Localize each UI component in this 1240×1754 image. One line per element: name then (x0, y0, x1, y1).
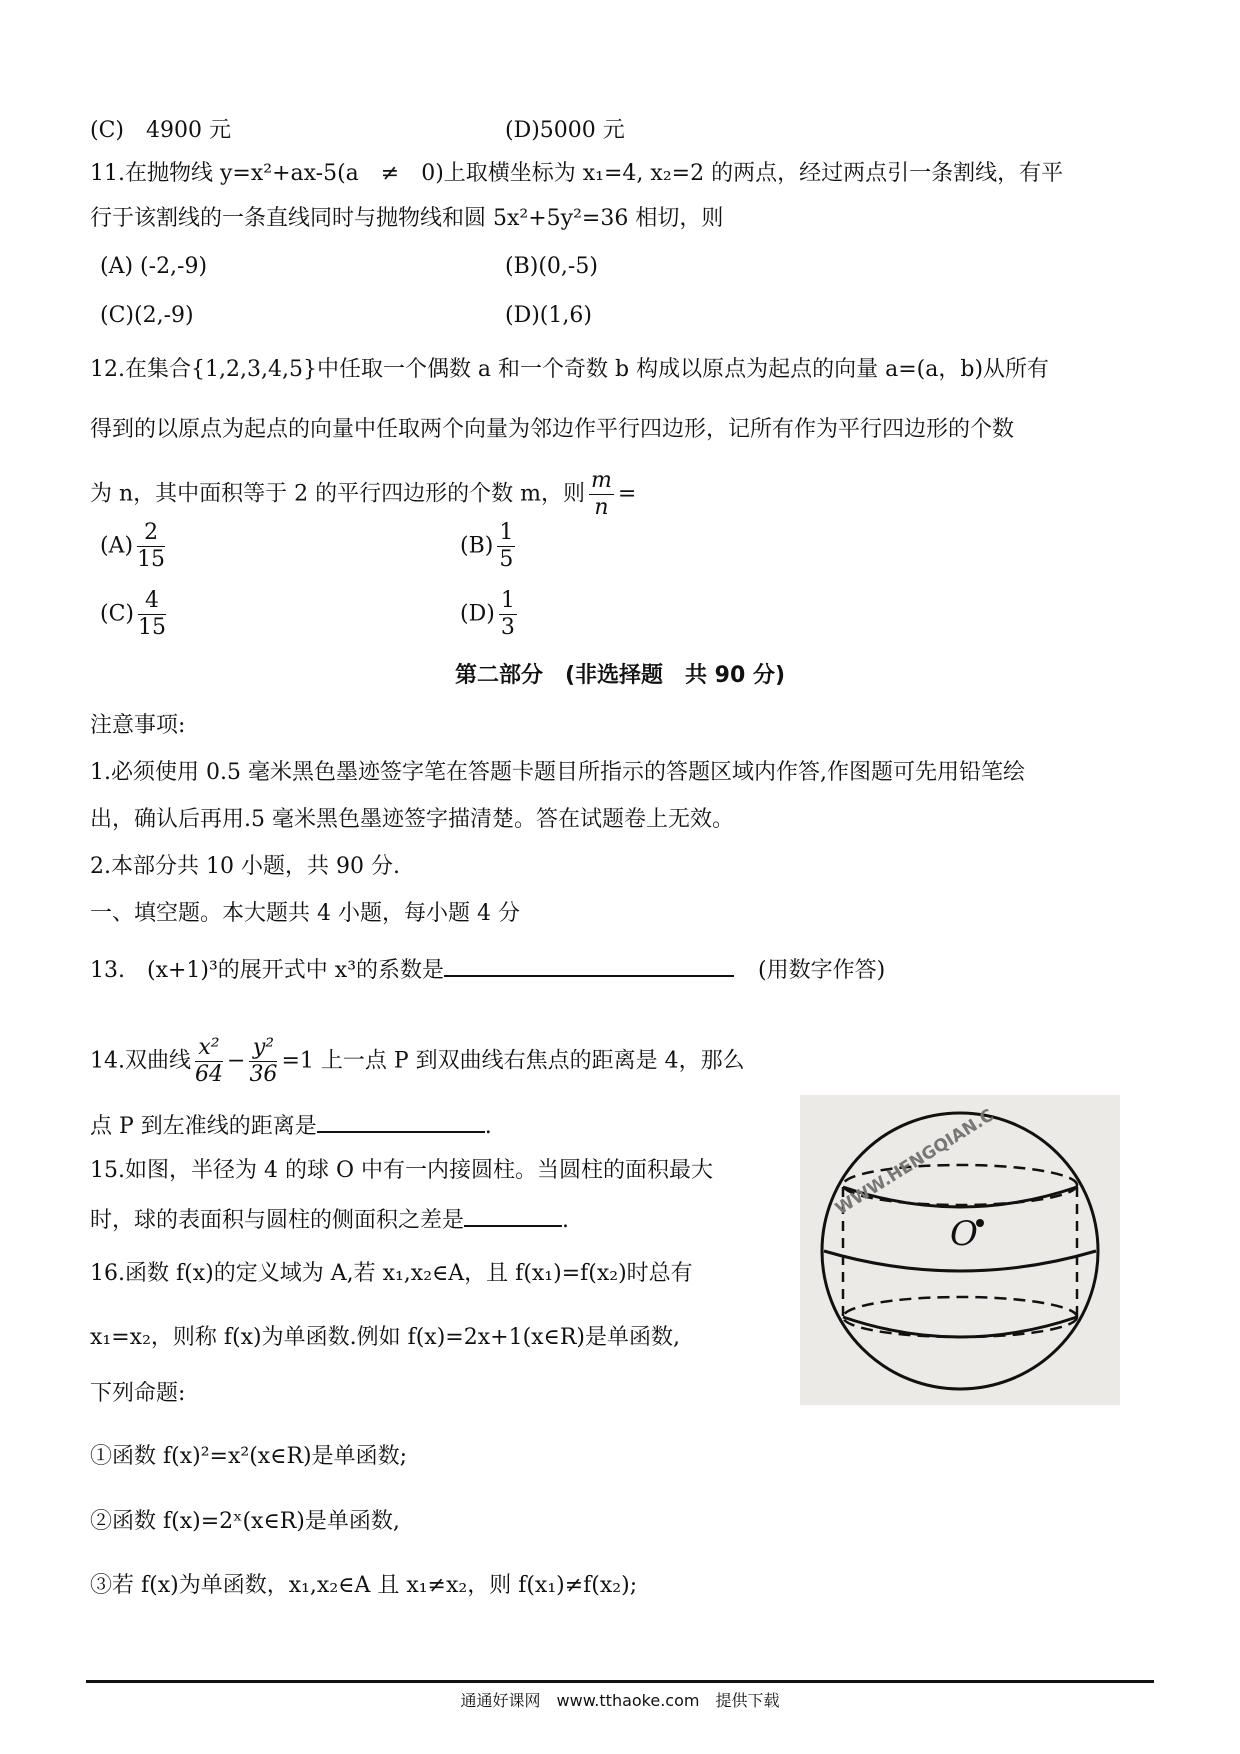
q15-answer-blank[interactable] (464, 1203, 562, 1227)
q14-fraction-x (195, 1035, 223, 1088)
sphere-diagram (800, 1095, 1120, 1405)
sphere-equator (824, 1251, 1096, 1271)
q12-option-c-num: 4 (138, 588, 166, 615)
q15-line1: 15.如图，半径为 4 的球 O 中有一内接圆柱。当圆柱的面积最大 (90, 1158, 713, 1183)
q12-ratio-eq: = (617, 481, 637, 507)
q12-line3-text: 为 n，其中面积等于 2 的平行四边形的个数 m，则 (90, 481, 586, 507)
q12-option-b-label: (B) (460, 533, 494, 559)
q12-line3 (90, 468, 636, 521)
section-fill-in: 一、填空题。本大题共 4 小题，每小题 4 分 (90, 901, 520, 926)
q12-option-a-fraction (137, 520, 165, 573)
q12-option-b (460, 520, 519, 573)
q12-option-d-den: 3 (500, 615, 515, 640)
q14-den-y: 36 (249, 1062, 278, 1087)
q15-line2-suffix: . (562, 1208, 570, 1233)
q11-option-b: (B)(0,-5) (505, 254, 598, 279)
notice-2: 2.本部分共 10 小题，共 90 分. (90, 854, 400, 879)
q12-option-c (100, 588, 170, 641)
q12-option-d (460, 588, 521, 641)
q12-option-b-fraction (497, 520, 515, 573)
q12-option-c-label: (C) (100, 601, 134, 627)
q10-option-c: (C) 4900 元 (90, 118, 231, 143)
q12-option-d-num: 1 (500, 588, 515, 613)
q14-rest: =1 上一点 P 到双曲线右焦点的距离是 4，那么 (281, 1048, 745, 1074)
q15-line2-prefix: 时，球的表面积与圆柱的侧面积之差是 (90, 1208, 465, 1233)
q12-ratio-num: m (591, 468, 612, 493)
q12-option-a-label: (A) (100, 533, 134, 559)
q12-option-d-label: (D) (460, 601, 495, 627)
notice-title: 注意事项: (90, 713, 186, 738)
q11-line1: 11.在抛物线 y=x²+ax-5(a ≠ 0)上取横坐标为 x₁=4, x₂=2 的两点，经过两点引一条割线，有平 (90, 161, 1064, 186)
sphere-cylinder-figure (800, 1095, 1120, 1405)
q16-line3: 下列命题: (90, 1381, 186, 1406)
q12-line2: 得到的以原点为起点的向量中任取两个向量为邻边作平行四边形，记所有作为平行四边形的个数 (90, 417, 1015, 442)
notice-1a: 1.必须使用 0.5 毫米黑色墨迹签字笔在答题卡题目所指示的答题区域内作答,作图题可先用铅笔绘 (90, 760, 1025, 785)
notice-1b: 出，确认后再用.5 毫米黑色墨迹签字描清楚。答在试题卷上无效。 (90, 807, 734, 832)
q14-den-x: 64 (195, 1062, 223, 1087)
q13-line (90, 953, 885, 987)
q14-line2-prefix: 点 P 到左准线的距离是 (90, 1114, 317, 1139)
q16-line1: 16.函数 f(x)的定义域为 A,若 x₁,x₂∈A，且 f(x₁)=f(x₂)时总有 (90, 1261, 693, 1286)
q16-item-2: ②函数 f(x)=2ˣ(x∈R)是单函数, (90, 1509, 400, 1534)
q14-line2 (90, 1109, 492, 1143)
figure-watermark: WWW.HENGQIAN.C (832, 1105, 998, 1220)
q12-option-d-fraction (499, 588, 517, 641)
q12-option-c-den: 15 (138, 615, 166, 640)
q11-option-c: (C)(2,-9) (100, 303, 194, 328)
q15-line2 (90, 1203, 569, 1237)
q11-option-d: (D)(1,6) (505, 303, 592, 328)
cylinder-bottom-rim-back (843, 1297, 1077, 1337)
q11-line2: 行于该割线的一条直线同时与抛物线和圆 5x²+5y²=36 相切，则 (90, 206, 724, 231)
q12-option-a-num: 2 (137, 520, 165, 547)
q14-num-y: y² (249, 1035, 277, 1062)
footer-rule (86, 1680, 1154, 1683)
q11-option-a: (A) (-2,-9) (100, 254, 208, 279)
q12-ratio-fraction (589, 468, 614, 521)
q12-ratio-den: n (594, 495, 609, 520)
q16-line2: x₁=x₂，则称 f(x)为单函数.例如 f(x)=2x+1(x∈R)是单函数, (90, 1325, 680, 1350)
footer-text: 通通好课网 www.tthaoke.com 提供下载 (460, 1691, 780, 1710)
q16-item-1: ①函数 f(x)²=x²(x∈R)是单函数; (90, 1444, 408, 1469)
q14-answer-blank[interactable] (317, 1109, 485, 1133)
q13-answer-blank[interactable] (444, 953, 734, 977)
q12-option-b-den: 5 (499, 547, 514, 572)
q14-num-x: x² (195, 1035, 223, 1062)
q14-prefix: 14.双曲线 (90, 1048, 191, 1074)
cylinder-bottom-rim-front (843, 1317, 1077, 1337)
q14-line2-suffix: . (484, 1114, 492, 1139)
q12-option-a (100, 520, 169, 573)
q13-suffix: (用数字作答) (758, 958, 886, 983)
q12-option-c-fraction (138, 588, 166, 641)
q14-minus: − (227, 1048, 246, 1074)
q13-prefix: 13. (x+1)³的展开式中 x³的系数是 (90, 958, 445, 983)
q16-item-3: ③若 f(x)为单函数，x₁,x₂∈A 且 x₁≠x₂，则 f(x₁)≠f(x₂); (90, 1573, 638, 1598)
q12-option-a-den: 15 (137, 547, 166, 572)
q12-line1: 12.在集合{1,2,3,4,5}中任取一个偶数 a 和一个奇数 b 构成以原点为起点的向量 a=(a，b)从所有 (90, 357, 1050, 382)
part2-heading: 第二部分 (非选择题 共 90 分) (454, 663, 786, 688)
q10-option-d: (D)5000 元 (505, 118, 625, 143)
sphere-center-label: O (950, 1214, 978, 1254)
q14-fraction-y (249, 1035, 277, 1088)
q14-line1 (90, 1035, 745, 1088)
q12-option-b-num: 1 (499, 520, 514, 545)
